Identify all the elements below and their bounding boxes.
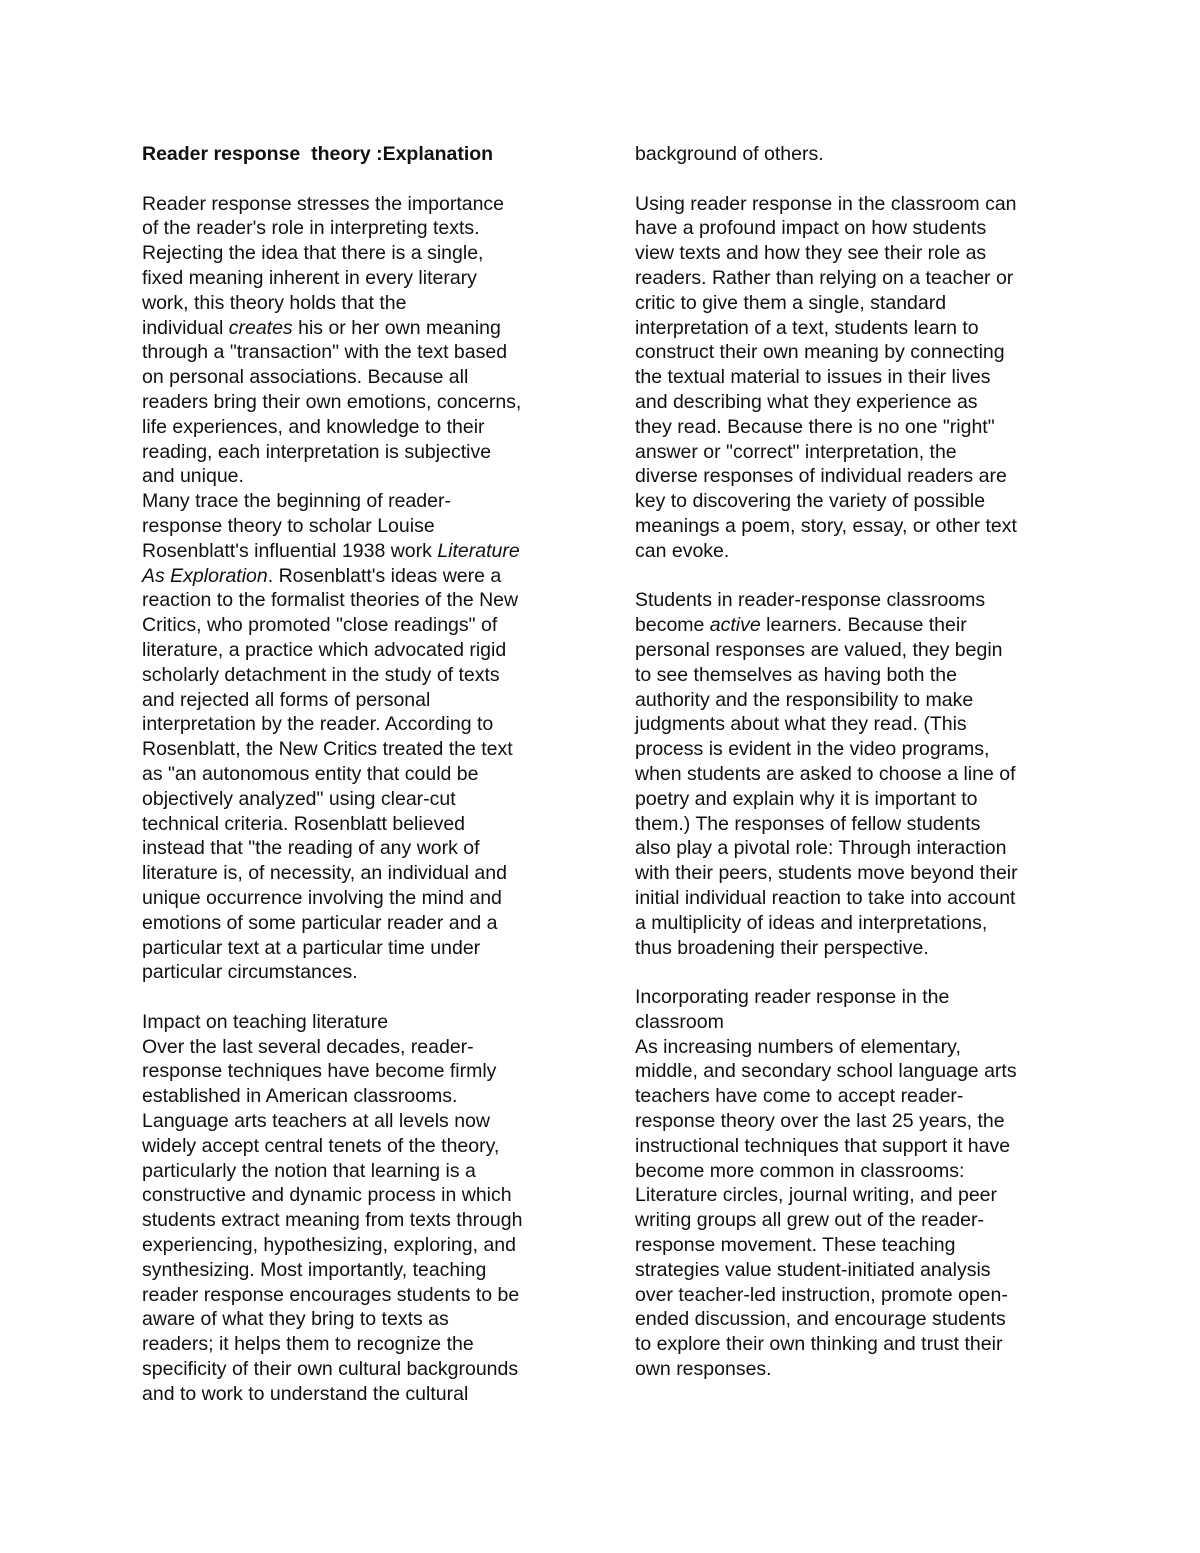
text-line: answer or "correct" interpretation, the	[635, 440, 957, 463]
text-line: reading, each interpretation is subjective	[142, 440, 492, 463]
text-line: As increasing numbers of elementary,	[635, 1035, 961, 1058]
text-line: experiencing, hypothesizing, exploring, and	[142, 1234, 516, 1257]
text-line	[142, 539, 572, 564]
text-line: literature, a practice which advocated rigid	[142, 638, 507, 661]
italic-text: active	[709, 614, 761, 637]
text-line: and unique.	[142, 465, 244, 488]
text-line: them.) The responses of fellow students	[635, 812, 981, 835]
blank-line	[635, 564, 1065, 589]
text-segment: his or her own meaning	[292, 316, 501, 339]
text-line: readers; it helps them to recognize the	[142, 1333, 474, 1356]
text-line: instead that "the reading of any work of	[142, 837, 480, 860]
text-line: process is evident in the video programs,	[635, 738, 990, 761]
left-column	[142, 142, 572, 1407]
italic-text: Literature	[437, 539, 520, 562]
text-line: meanings a poem, story, essay, or other text	[635, 514, 1017, 537]
text-line: unique occurrence involving the mind and	[142, 886, 502, 909]
text-line: Students in reader-response classrooms	[635, 589, 986, 612]
text-line: of the reader's role in interpreting texts.	[142, 217, 480, 240]
text-line: poetry and explain why it is important to	[635, 787, 978, 810]
right-column	[635, 142, 1065, 1382]
text-line: scholarly detachment in the study of texts	[142, 663, 500, 686]
text-segment: become	[635, 614, 710, 637]
text-line: they read. Because there is no one "right"	[635, 415, 995, 438]
text-line: to explore their own thinking and trust their	[635, 1333, 1003, 1356]
text-line: and rejected all forms of personal	[142, 688, 431, 711]
text-line: middle, and secondary school language arts	[635, 1060, 1017, 1083]
text-line: to see themselves as having both the	[635, 663, 957, 686]
text-line	[635, 613, 1065, 638]
text-line: the textual material to issues in their lives	[635, 366, 991, 389]
text-line: readers bring their own emotions, concerns,	[142, 390, 522, 413]
text-line	[142, 564, 572, 589]
text-line: ended discussion, and encourage students	[635, 1308, 1006, 1331]
text-line: on personal associations. Because all	[142, 366, 469, 389]
text-line: Critics, who promoted "close readings" of	[142, 614, 498, 637]
text-line: interpretation of a text, students learn to	[635, 316, 979, 339]
text-line: can evoke.	[635, 539, 730, 562]
text-line: Language arts teachers at all levels now	[142, 1110, 490, 1133]
text-line: thus broadening their perspective.	[635, 936, 929, 959]
text-line: through a "transaction" with the text based	[142, 341, 508, 364]
text-line: view texts and how they see their role as	[635, 242, 987, 265]
blank-line	[635, 960, 1065, 985]
italic-text: creates	[228, 316, 293, 339]
text-line: and describing what they experience as	[635, 390, 978, 413]
text-line: Many trace the beginning of reader-	[142, 490, 451, 513]
blank-line	[635, 167, 1065, 192]
text-line: key to discovering the variety of possible	[635, 490, 986, 513]
text-line: Rejecting the idea that there is a single,	[142, 242, 484, 265]
text-line: over teacher-led instruction, promote open-	[635, 1283, 1008, 1306]
text-line: construct their own meaning by connecting	[635, 341, 1005, 364]
text-segment: Rosenblatt's influential 1938 work	[142, 539, 438, 562]
document-title: Reader response theory :Explanation	[142, 143, 494, 165]
text-line: reader response encourages students to be	[142, 1283, 520, 1306]
text-line: writing groups all grew out of the reader-	[635, 1209, 985, 1232]
text-line: classroom	[635, 1010, 724, 1033]
text-line: work, this theory holds that the	[142, 291, 407, 314]
text-line: emotions of some particular reader and a	[142, 911, 498, 934]
text-line: objectively analyzed" using clear-cut	[142, 787, 456, 810]
text-line: Incorporating reader response in the	[635, 986, 950, 1009]
text-line: technical criteria. Rosenblatt believed	[142, 812, 466, 835]
text-line: personal responses are valued, they begin	[635, 638, 1003, 661]
text-line: specificity of their own cultural backgrounds	[142, 1358, 519, 1381]
text-line: response techniques have become firmly	[142, 1060, 497, 1083]
text-line: have a profound impact on how students	[635, 217, 987, 240]
text-line	[142, 316, 572, 341]
text-line: life experiences, and knowledge to their	[142, 415, 485, 438]
text-line: with their peers, students move beyond their	[635, 862, 1018, 885]
text-line: particular text at a particular time under	[142, 936, 481, 959]
text-line: fixed meaning inherent in every literary	[142, 266, 477, 289]
text-line: particular circumstances.	[142, 961, 358, 984]
text-line: when students are asked to choose a line of	[635, 762, 1016, 785]
text-line: also play a pivotal role: Through interaction	[635, 837, 1007, 860]
text-line: initial individual reaction to take into account	[635, 886, 1016, 909]
text-line: a multiplicity of ideas and interpretations,	[635, 911, 988, 934]
text-line: strategies value student-initiated analysis	[635, 1258, 991, 1281]
text-segment: individual	[142, 316, 229, 339]
text-line: reaction to the formalist theories of the New	[142, 589, 519, 612]
text-line: Literature circles, journal writing, and peer	[635, 1184, 998, 1207]
blank-line	[142, 985, 572, 1010]
text-line: as "an autonomous entity that could be	[142, 762, 479, 785]
text-line: diverse responses of individual readers are	[635, 465, 1007, 488]
text-segment: learners. Because their	[760, 614, 967, 637]
text-line: instructional techniques that support it have	[635, 1134, 1011, 1157]
text-line: readers. Rather than relying on a teacher or	[635, 266, 1014, 289]
text-line: interpretation by the reader. According to	[142, 713, 494, 736]
text-line: Impact on teaching literature	[142, 1010, 389, 1033]
text-line: Reader response stresses the importance	[142, 192, 505, 215]
text-line: response theory to scholar Louise	[142, 514, 435, 537]
text-line: authority and the responsibility to make	[635, 688, 974, 711]
text-line: established in American classrooms.	[142, 1085, 458, 1108]
text-line: literature is, of necessity, an individual and	[142, 862, 507, 885]
text-line: Rosenblatt, the New Critics treated the text	[142, 738, 513, 761]
text-line: synthesizing. Most importantly, teaching	[142, 1258, 487, 1281]
text-line: background of others.	[635, 143, 824, 165]
text-line: response theory over the last 25 years, the	[635, 1110, 1005, 1133]
text-line: teachers have come to accept reader-	[635, 1085, 964, 1108]
text-line: Using reader response in the classroom can	[635, 192, 1017, 215]
text-line: critic to give them a single, standard	[635, 291, 947, 314]
text-line: students extract meaning from texts through	[142, 1209, 523, 1232]
text-line: particularly the notion that learning is a	[142, 1159, 476, 1182]
text-line: aware of what they bring to texts as	[142, 1308, 449, 1331]
text-line: widely accept central tenets of the theory,	[142, 1134, 500, 1157]
text-line: and to work to understand the cultural	[142, 1382, 469, 1405]
text-segment: . Rosenblatt's ideas were a	[267, 564, 502, 587]
text-line: own responses.	[635, 1358, 772, 1381]
italic-text: As Exploration	[142, 564, 268, 587]
text-line: become more common in classrooms:	[635, 1159, 965, 1182]
text-line: judgments about what they read. (This	[635, 713, 967, 736]
text-line: constructive and dynamic process in which	[142, 1184, 512, 1207]
text-line: response movement. These teaching	[635, 1234, 956, 1257]
text-line: Over the last several decades, reader-	[142, 1035, 474, 1058]
blank-line	[142, 167, 572, 192]
